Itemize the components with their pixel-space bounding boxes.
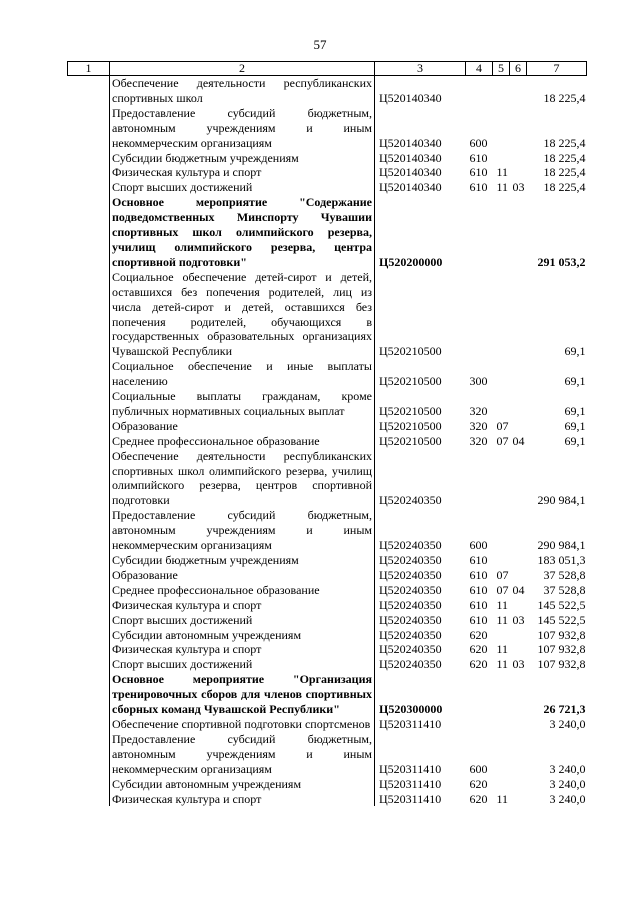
row-target-code: Ц520311410: [379, 761, 442, 776]
row-expense-type: 620: [469, 657, 488, 672]
row-blank-cell: [68, 508, 110, 553]
header-col-1: 1: [68, 62, 110, 76]
row-blank-cell: [68, 672, 110, 717]
table-row: [68, 598, 587, 613]
row-section: [493, 151, 510, 166]
row-target-code: Ц520240350: [379, 597, 442, 612]
row-target-code: Ц520210500: [379, 433, 442, 448]
row-target-code: Ц520210500: [379, 374, 442, 389]
row-amount: 26 721,3: [543, 702, 586, 717]
row-section: 07: [496, 567, 509, 582]
row-expense-type: 620: [469, 776, 488, 791]
row-target-code: Ц520240350: [379, 538, 442, 553]
table-row: [68, 642, 587, 657]
table-row: [68, 359, 587, 389]
row-target-code: Ц520140340: [379, 135, 442, 150]
row-amount: 3 240,0: [549, 791, 586, 806]
row-subsection: [510, 628, 527, 643]
row-amount: 3 240,0: [549, 761, 586, 776]
row-subsection: [510, 642, 527, 657]
row-target-code: Ц520210500: [379, 403, 442, 418]
row-expense-type: [466, 672, 493, 717]
row-subsection: [510, 419, 527, 434]
header-col-7: 7: [527, 62, 587, 76]
row-name: Социальное обеспечение и иные выплаты населению: [110, 359, 375, 389]
row-name: Образование: [110, 568, 375, 583]
row-blank-cell: [68, 151, 110, 166]
table-row: [68, 628, 587, 643]
table-row: [68, 553, 587, 568]
row-name: Спорт высших достижений: [110, 657, 375, 672]
table-row: [68, 508, 587, 553]
row-section: [493, 76, 510, 106]
row-subsection: [510, 151, 527, 166]
row-target-code: Ц520311410: [379, 776, 442, 791]
row-expense-type: 620: [469, 791, 488, 806]
row-blank-cell: [68, 270, 110, 359]
row-subsection: 03: [512, 657, 525, 672]
row-section: [493, 449, 510, 509]
row-expense-type: 610: [469, 567, 488, 582]
row-blank-cell: [68, 598, 110, 613]
row-name: Субсидии бюджетным учреждениям: [110, 151, 375, 166]
row-amount: 291 053,2: [537, 254, 586, 269]
row-subsection: [510, 598, 527, 613]
row-target-code: Ц520240350: [379, 493, 442, 508]
row-expense-type: [466, 76, 493, 106]
row-expense-type: 320: [469, 403, 488, 418]
row-amount: 18 225,4: [543, 180, 586, 195]
table-row: [68, 717, 587, 732]
row-name: Физическая культура и спорт: [110, 792, 375, 807]
row-expense-type: 620: [469, 627, 488, 642]
row-section: [493, 389, 510, 419]
header-col-3: 3: [375, 62, 466, 76]
row-name: Предоставление субсидий бюджетным, автономным учреждениям и иным некоммерческим организациям: [110, 732, 375, 777]
row-subsection: 04: [512, 433, 525, 448]
row-section: [493, 732, 510, 777]
row-name: Образование: [110, 419, 375, 434]
header-col-6: 6: [510, 62, 527, 76]
table-row: [68, 106, 587, 151]
row-amount: 290 984,1: [537, 493, 586, 508]
row-target-code: Ц520240350: [379, 612, 442, 627]
row-expense-type: 320: [469, 418, 488, 433]
row-amount: 18 225,4: [543, 90, 586, 105]
row-expense-type: 610: [469, 165, 488, 180]
table-row: [68, 419, 587, 434]
row-section: [493, 553, 510, 568]
row-expense-type: [466, 449, 493, 509]
row-amount: 183 051,3: [537, 553, 586, 567]
row-target-code: Ц520240350: [379, 567, 442, 582]
row-subsection: [510, 792, 527, 807]
row-section: [493, 508, 510, 553]
row-subsection: [510, 389, 527, 419]
row-expense-type: 610: [469, 150, 488, 165]
row-amount: 3 240,0: [549, 716, 586, 731]
row-subsection: [510, 508, 527, 553]
header-col-2: 2: [110, 62, 375, 76]
budget-table: [67, 61, 587, 806]
table-row: [68, 165, 587, 180]
row-expense-type: 300: [469, 374, 488, 389]
row-subsection: 04: [512, 582, 525, 597]
row-target-code: Ц520140340: [379, 165, 442, 180]
row-name: Обеспечение деятельности республиканских спортивных школ: [110, 76, 375, 106]
row-subsection: [510, 717, 527, 732]
row-section: [493, 777, 510, 792]
row-expense-type: 610: [469, 180, 488, 195]
row-name: Предоставление субсидий бюджетным, автономным учреждениям и иным некоммерческим организациям: [110, 508, 375, 553]
row-expense-type: 600: [469, 135, 488, 150]
page-number: 57: [313, 37, 327, 52]
row-amount: 107 932,8: [537, 657, 586, 672]
row-amount: 69,1: [564, 403, 586, 418]
row-subsection: [510, 777, 527, 792]
row-amount: 145 522,5: [537, 612, 586, 627]
row-target-code: Ц520240350: [379, 627, 442, 642]
table-row: [68, 732, 587, 777]
row-amount: 107 932,8: [537, 642, 586, 657]
row-blank-cell: [68, 553, 110, 568]
row-name: Социальное обеспечение детей-сирот и детей, оставшихся без попечения родителей, лиц из числа детей-сирот и детей, оставшихся без попечения родителей, обучающихся в государственных образовательных организациях Чувашской Республики: [110, 270, 375, 359]
row-section: 11: [496, 165, 509, 180]
table-row: [68, 389, 587, 419]
row-expense-type: [466, 270, 493, 359]
row-target-code: Ц520210500: [379, 418, 442, 433]
row-section: 11: [496, 612, 509, 627]
row-section: 11: [496, 791, 509, 806]
row-expense-type: 600: [469, 538, 488, 553]
row-blank-cell: [68, 732, 110, 777]
row-name: Субсидии автономным учреждениям: [110, 777, 375, 792]
row-expense-type: 600: [469, 761, 488, 776]
row-section: [493, 195, 510, 270]
row-blank-cell: [68, 583, 110, 598]
row-amount: 18 225,4: [543, 150, 586, 165]
row-name: Среднее профессиональное образование: [110, 434, 375, 449]
row-name: Основное мероприятие "Организация тренировочных сборов для членов спортивных сборных команд Чувашской Республики": [110, 672, 375, 717]
row-subsection: [510, 195, 527, 270]
row-expense-type: 610: [469, 612, 488, 627]
table-header-row: [68, 62, 587, 76]
row-target-code: Ц520140340: [379, 180, 442, 195]
row-section: [493, 270, 510, 359]
table-row: [68, 583, 587, 598]
row-expense-type: 610: [469, 582, 488, 597]
row-section: [493, 106, 510, 151]
row-section: 11: [496, 180, 509, 195]
table-row: [68, 151, 587, 166]
row-amount: 37 528,8: [543, 582, 586, 597]
table-row: [68, 777, 587, 792]
row-name: Физическая культура и спорт: [110, 165, 375, 180]
row-subsection: [510, 76, 527, 106]
row-target-code: Ц520140340: [379, 90, 442, 105]
row-section: [493, 359, 510, 389]
row-subsection: [510, 553, 527, 568]
table-row: [68, 792, 587, 807]
row-blank-cell: [68, 76, 110, 106]
table-row: [68, 613, 587, 628]
row-expense-type: 320: [469, 433, 488, 448]
row-amount: 3 240,0: [549, 776, 586, 791]
row-blank-cell: [68, 628, 110, 643]
table-row: [68, 180, 587, 195]
row-amount: 18 225,4: [543, 165, 586, 180]
row-subsection: [510, 449, 527, 509]
row-name: Социальные выплаты гражданам, кроме публичных нормативных социальных выплат: [110, 389, 375, 419]
row-blank-cell: [68, 195, 110, 270]
row-blank-cell: [68, 434, 110, 449]
table-row: [68, 76, 587, 106]
row-amount: 69,1: [564, 344, 586, 359]
row-blank-cell: [68, 359, 110, 389]
row-section: 07: [496, 418, 509, 433]
row-target-code: Ц520210500: [379, 344, 442, 359]
row-target-code: Ц520240350: [379, 657, 442, 672]
row-amount: 69,1: [564, 374, 586, 389]
table-row: [68, 672, 587, 717]
row-section: 11: [496, 657, 509, 672]
row-target-code: Ц520140340: [379, 150, 442, 165]
table-row: [68, 434, 587, 449]
row-expense-type: [466, 195, 493, 270]
row-name: Спорт высших достижений: [110, 613, 375, 628]
row-target-code: Ц520240350: [379, 582, 442, 597]
table-row: [68, 568, 587, 583]
row-blank-cell: [68, 657, 110, 672]
row-amount: 69,1: [564, 418, 586, 433]
row-amount: 145 522,5: [537, 597, 586, 612]
row-blank-cell: [68, 717, 110, 732]
row-name: Основное мероприятие "Содержание подведомственных Минспорту Чувашии спортивных школ олимпийского резерва, училищ олимпийского резерва, центра спортивной подготовки": [110, 195, 375, 270]
header-col-5: 5: [493, 62, 510, 76]
row-blank-cell: [68, 642, 110, 657]
row-blank-cell: [68, 389, 110, 419]
row-section: [493, 717, 510, 732]
row-target-code: Ц520240350: [379, 553, 442, 567]
row-name: Обеспечение деятельности республиканских спортивных школ олимпийского резерва, училищ олимпийского резерва, центров спортивной подготовки: [110, 449, 375, 509]
header-col-4: 4: [466, 62, 493, 76]
row-amount: 290 984,1: [537, 538, 586, 553]
table-body: [68, 76, 587, 807]
row-amount: 107 932,8: [537, 627, 586, 642]
row-amount: 69,1: [564, 433, 586, 448]
row-target-code: Ц520311410: [379, 791, 442, 806]
table-row: [68, 195, 587, 270]
row-subsection: [510, 672, 527, 717]
row-name: Среднее профессиональное образование: [110, 583, 375, 598]
row-blank-cell: [68, 777, 110, 792]
row-name: Физическая культура и спорт: [110, 598, 375, 613]
row-blank-cell: [68, 106, 110, 151]
row-subsection: [510, 106, 527, 151]
row-target-code: Ц520240350: [379, 642, 442, 657]
row-expense-type: 610: [469, 553, 488, 567]
row-subsection: [510, 732, 527, 777]
row-expense-type: 620: [469, 642, 488, 657]
row-subsection: 03: [512, 180, 525, 195]
row-subsection: 03: [512, 612, 525, 627]
row-subsection: [510, 165, 527, 180]
row-subsection: [510, 568, 527, 583]
row-blank-cell: [68, 165, 110, 180]
row-expense-type: 610: [469, 597, 488, 612]
row-target-code: Ц520311410: [379, 716, 442, 731]
table-row: [68, 449, 587, 509]
table-row: [68, 657, 587, 672]
row-name: Физическая культура и спорт: [110, 642, 375, 657]
table-row: [68, 270, 587, 359]
row-section: 11: [496, 642, 509, 657]
row-subsection: [510, 359, 527, 389]
row-blank-cell: [68, 419, 110, 434]
row-blank-cell: [68, 180, 110, 195]
row-amount: 18 225,4: [543, 135, 586, 150]
row-blank-cell: [68, 792, 110, 807]
row-amount: 37 528,8: [543, 567, 586, 582]
row-section: [493, 672, 510, 717]
row-name: Субсидии автономным учреждениям: [110, 628, 375, 643]
row-expense-type: [466, 717, 493, 732]
row-blank-cell: [68, 613, 110, 628]
row-blank-cell: [68, 568, 110, 583]
row-section: 07: [496, 582, 509, 597]
row-section: 11: [496, 597, 509, 612]
row-section: [493, 628, 510, 643]
row-blank-cell: [68, 449, 110, 509]
row-section: 07: [496, 433, 509, 448]
row-name: Субсидии бюджетным учреждениям: [110, 553, 375, 568]
row-target-code: Ц520200000: [379, 254, 443, 269]
row-target-code: Ц520300000: [379, 702, 443, 717]
row-subsection: [510, 270, 527, 359]
row-name: Предоставление субсидий бюджетным, автономным учреждениям и иным некоммерческим организациям: [110, 106, 375, 151]
row-name: Спорт высших достижений: [110, 180, 375, 195]
row-name: Обеспечение спортивной подготовки спортсменов: [110, 717, 375, 732]
